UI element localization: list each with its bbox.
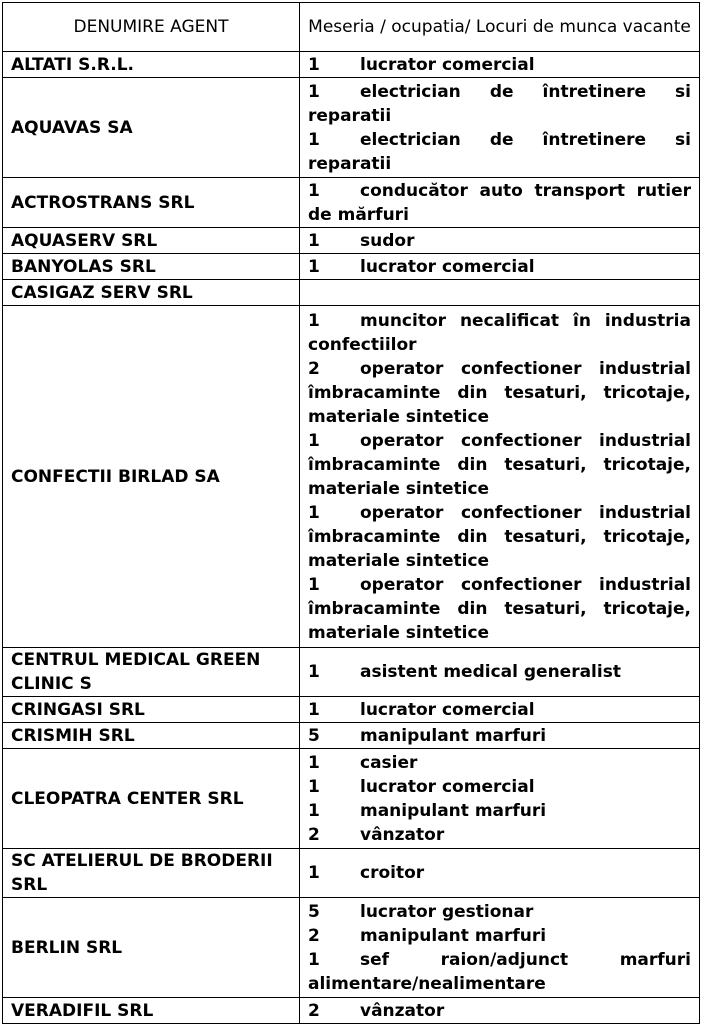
job-count: 1: [308, 699, 320, 720]
job-list: [300, 849, 700, 898]
job-title: sef raion/adjunct marfuri alimentare/nealimentare: [308, 949, 691, 994]
job-list: [300, 998, 700, 1024]
job-entry: [308, 660, 691, 684]
job-title: manipulant marfuri: [360, 725, 547, 746]
job-title: vânzator: [360, 1000, 445, 1021]
job-count: 1: [308, 129, 320, 150]
table-row: [3, 849, 700, 898]
job-entry: [308, 128, 691, 176]
table-row: [3, 749, 700, 849]
job-list: [300, 749, 700, 849]
agent-name: ALTATI S.R.L.: [3, 52, 300, 78]
job-count: 2: [308, 824, 320, 845]
job-count: 1: [308, 574, 320, 595]
table-body: [3, 52, 700, 1024]
job-count: 1: [308, 800, 320, 821]
agent-name: CRINGASI SRL: [3, 697, 300, 723]
table-row: [3, 280, 700, 306]
job-title: electrician de întretinere si reparatii: [308, 81, 691, 126]
job-title: conducător auto transport rutier de mărfuri: [308, 180, 691, 225]
agent-name: ACTROSTRANS SRL: [3, 178, 300, 228]
job-entry: [308, 698, 691, 722]
job-list: [300, 178, 700, 228]
job-entry: [308, 924, 691, 948]
job-count: 1: [308, 949, 320, 970]
job-count: 1: [308, 863, 320, 883]
job-entry: [308, 948, 691, 996]
job-list: [300, 306, 700, 648]
job-entry: [308, 357, 691, 429]
table-row: [3, 306, 700, 648]
job-entry: [308, 80, 691, 128]
agent-name: VERADIFIL SRL: [3, 998, 300, 1024]
job-entry: [308, 229, 691, 253]
table-row: [3, 52, 700, 78]
job-list: [300, 52, 700, 78]
table-row: [3, 898, 700, 998]
job-title: operator confectioner industrial îmbracaminte din tesaturi, tricotaje, materiale sintetice: [308, 502, 691, 571]
job-title: electrician de întretinere si reparatii: [308, 129, 691, 174]
agent-name: SC ATELIERUL DE BRODERII SRL: [3, 849, 300, 898]
table-row: [3, 998, 700, 1024]
job-title: lucrator comercial: [360, 776, 535, 797]
job-entry: [308, 53, 691, 77]
table-row: [3, 78, 700, 178]
job-list: [300, 697, 700, 723]
agent-name: CONFECTII BIRLAD SA: [3, 306, 300, 648]
job-title: manipulant marfuri: [360, 925, 547, 946]
agent-name: BERLIN SRL: [3, 898, 300, 998]
job-entry: [308, 429, 691, 501]
table-row: [3, 178, 700, 228]
agent-name: AQUAVAS SA: [3, 78, 300, 178]
table-row: [3, 254, 700, 280]
job-list: [300, 648, 700, 697]
job-count: 5: [308, 901, 320, 922]
job-entry: [308, 799, 691, 823]
job-entry: [308, 775, 691, 799]
job-entry: [308, 724, 691, 748]
table-row: [3, 648, 700, 697]
job-count: 5: [308, 725, 320, 746]
job-entry: [308, 900, 691, 924]
job-count: 1: [308, 54, 320, 75]
job-count: 1: [308, 256, 320, 277]
job-count: 1: [308, 752, 320, 773]
job-title: vânzator: [360, 824, 445, 845]
job-title: lucrator gestionar: [360, 901, 534, 922]
job-entry: [308, 255, 691, 279]
agent-name: CLEOPATRA CENTER SRL: [3, 749, 300, 849]
job-entry: [308, 179, 691, 227]
job-list: [300, 898, 700, 998]
job-count: 1: [308, 180, 320, 201]
job-list: [300, 280, 700, 306]
job-title: operator confectioner industrial îmbracaminte din tesaturi, tricotaje, materiale sintetice: [308, 358, 691, 427]
job-title: lucrator comercial: [360, 54, 535, 75]
job-title: sudor: [360, 230, 415, 251]
table-row: [3, 697, 700, 723]
table-row: [3, 723, 700, 749]
job-title: lucrator comercial: [360, 699, 535, 720]
job-count: 2: [308, 925, 320, 946]
job-entry: [308, 751, 691, 775]
agent-name: CRISMIH SRL: [3, 723, 300, 749]
job-count: 2: [308, 1000, 320, 1021]
column-header-jobs: Meseria / ocupatia/ Locuri de munca vacante: [300, 3, 700, 52]
agent-name: CASIGAZ SERV SRL: [3, 280, 300, 306]
table-header-row: [3, 3, 700, 52]
job-list: [300, 78, 700, 178]
job-list: [300, 228, 700, 254]
column-header-agent: DENUMIRE AGENT: [3, 3, 300, 52]
job-title: casier: [360, 752, 418, 773]
job-title: lucrator comercial: [360, 256, 535, 277]
agent-name: CENTRUL MEDICAL GREEN CLINIC S: [3, 648, 300, 697]
job-count: 1: [308, 776, 320, 797]
job-entry: [308, 573, 691, 645]
job-entry: [308, 823, 691, 847]
job-entry: [308, 501, 691, 573]
job-title: operator confectioner industrial îmbracaminte din tesaturi, tricotaje, materiale sintetice: [308, 574, 691, 643]
job-title: muncitor necalificat în industria confectiilor: [308, 310, 691, 355]
agent-name: BANYOLAS SRL: [3, 254, 300, 280]
job-count: 1: [308, 81, 320, 102]
job-count: 1: [308, 662, 320, 682]
job-title: operator confectioner industrial îmbracaminte din tesaturi, tricotaje, materiale sintetice: [308, 430, 691, 499]
job-count: 1: [308, 310, 320, 331]
job-title: croitor: [360, 863, 425, 883]
vacancies-table: [2, 2, 700, 1024]
job-list: [300, 723, 700, 749]
agent-name: AQUASERV SRL: [3, 228, 300, 254]
job-count: 1: [308, 502, 320, 523]
job-entry: [308, 309, 691, 357]
job-entry: [308, 861, 691, 885]
job-title: asistent medical generalist: [360, 662, 621, 682]
job-count: 1: [308, 430, 320, 451]
job-count: 2: [308, 358, 320, 379]
job-count: 1: [308, 230, 320, 251]
job-entry: [308, 999, 691, 1023]
job-title: manipulant marfuri: [360, 800, 547, 821]
table-row: [3, 228, 700, 254]
job-list: [300, 254, 700, 280]
